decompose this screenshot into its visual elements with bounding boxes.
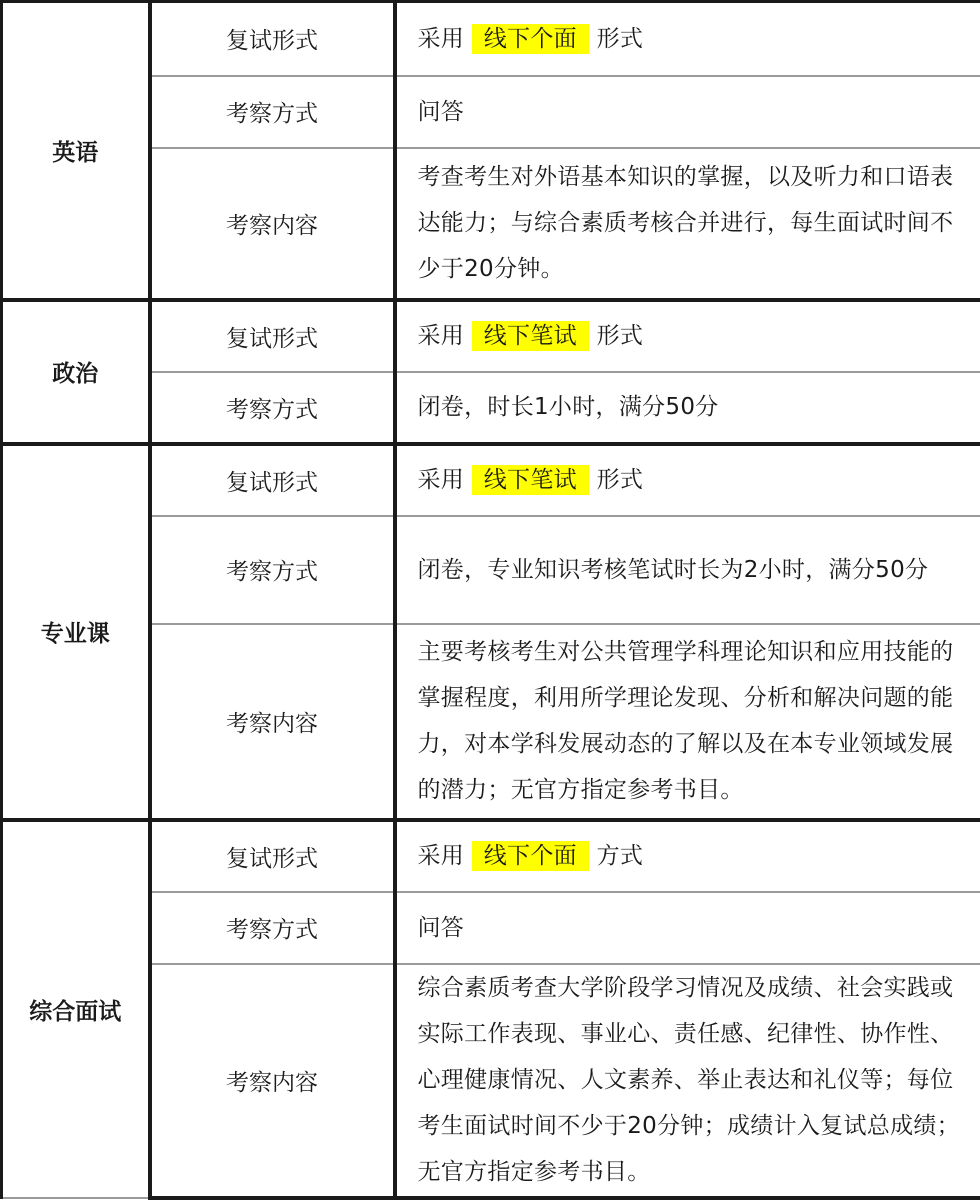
- table-row: [2, 820, 980, 892]
- row-value: [395, 300, 980, 372]
- highlighted-term: 线下个面: [472, 841, 589, 871]
- row-label: 复试形式: [150, 2, 395, 76]
- row-label: 考察方式: [150, 372, 395, 444]
- value-suffix: 方式: [597, 843, 644, 869]
- row-label: 考察方式: [150, 76, 395, 148]
- category-english: 英语: [2, 2, 150, 300]
- row-label: 复试形式: [150, 444, 395, 516]
- row-value: [395, 444, 980, 516]
- row-value: 问答: [395, 76, 980, 148]
- value-suffix: 形式: [597, 323, 644, 349]
- category-comprehensive-interview: 综合面试: [2, 820, 150, 1198]
- value-prefix: 采用: [418, 26, 465, 52]
- value-suffix: 形式: [597, 26, 644, 52]
- row-label: 考察方式: [150, 516, 395, 624]
- row-value: 主要考核考生对公共管理学科理论知识和应用技能的掌握程度，利用所学理论发现、分析和解决问题的能力，对本学科发展动态的了解以及在本专业领域发展的潜力；无官方指定参考书目。: [395, 624, 980, 820]
- category-politics: 政治: [2, 300, 150, 444]
- value-suffix: 形式: [597, 467, 644, 493]
- value-prefix: 采用: [418, 323, 465, 349]
- row-value: 问答: [395, 892, 980, 964]
- row-value: 闭卷，专业知识考核笔试时长为2小时，满分50分: [395, 516, 980, 624]
- row-label: 考察方式: [150, 892, 395, 964]
- value-prefix: 采用: [418, 843, 465, 869]
- highlighted-term: 线下笔试: [472, 321, 589, 351]
- row-value: [395, 2, 980, 76]
- row-value: 综合素质考查大学阶段学习情况及成绩、社会实践或实际工作表现、事业心、责任感、纪律性、协作性、心理健康情况、人文素养、举止表达和礼仪等；每位考生面试时间不少于20分钟；成绩计入复试总成绩；无官方指定参考书目。: [395, 964, 980, 1198]
- row-value: 闭卷，时长1小时，满分50分: [395, 372, 980, 444]
- table-row: [2, 444, 980, 516]
- table-row: [2, 2, 980, 76]
- row-label: 复试形式: [150, 300, 395, 372]
- value-prefix: 采用: [418, 467, 465, 493]
- row-label: 复试形式: [150, 820, 395, 892]
- row-label: 考察内容: [150, 964, 395, 1198]
- row-value: [395, 820, 980, 892]
- row-value: 考查考生对外语基本知识的掌握，以及听力和口语表达能力；与综合素质考核合并进行，每生面试时间不少于20分钟。: [395, 148, 980, 300]
- highlighted-term: 线下个面: [472, 24, 589, 54]
- row-label: 考察内容: [150, 148, 395, 300]
- category-major-course: 专业课: [2, 444, 150, 820]
- row-label: 考察内容: [150, 624, 395, 820]
- table-row: [2, 300, 980, 372]
- highlighted-term: 线下笔试: [472, 465, 589, 495]
